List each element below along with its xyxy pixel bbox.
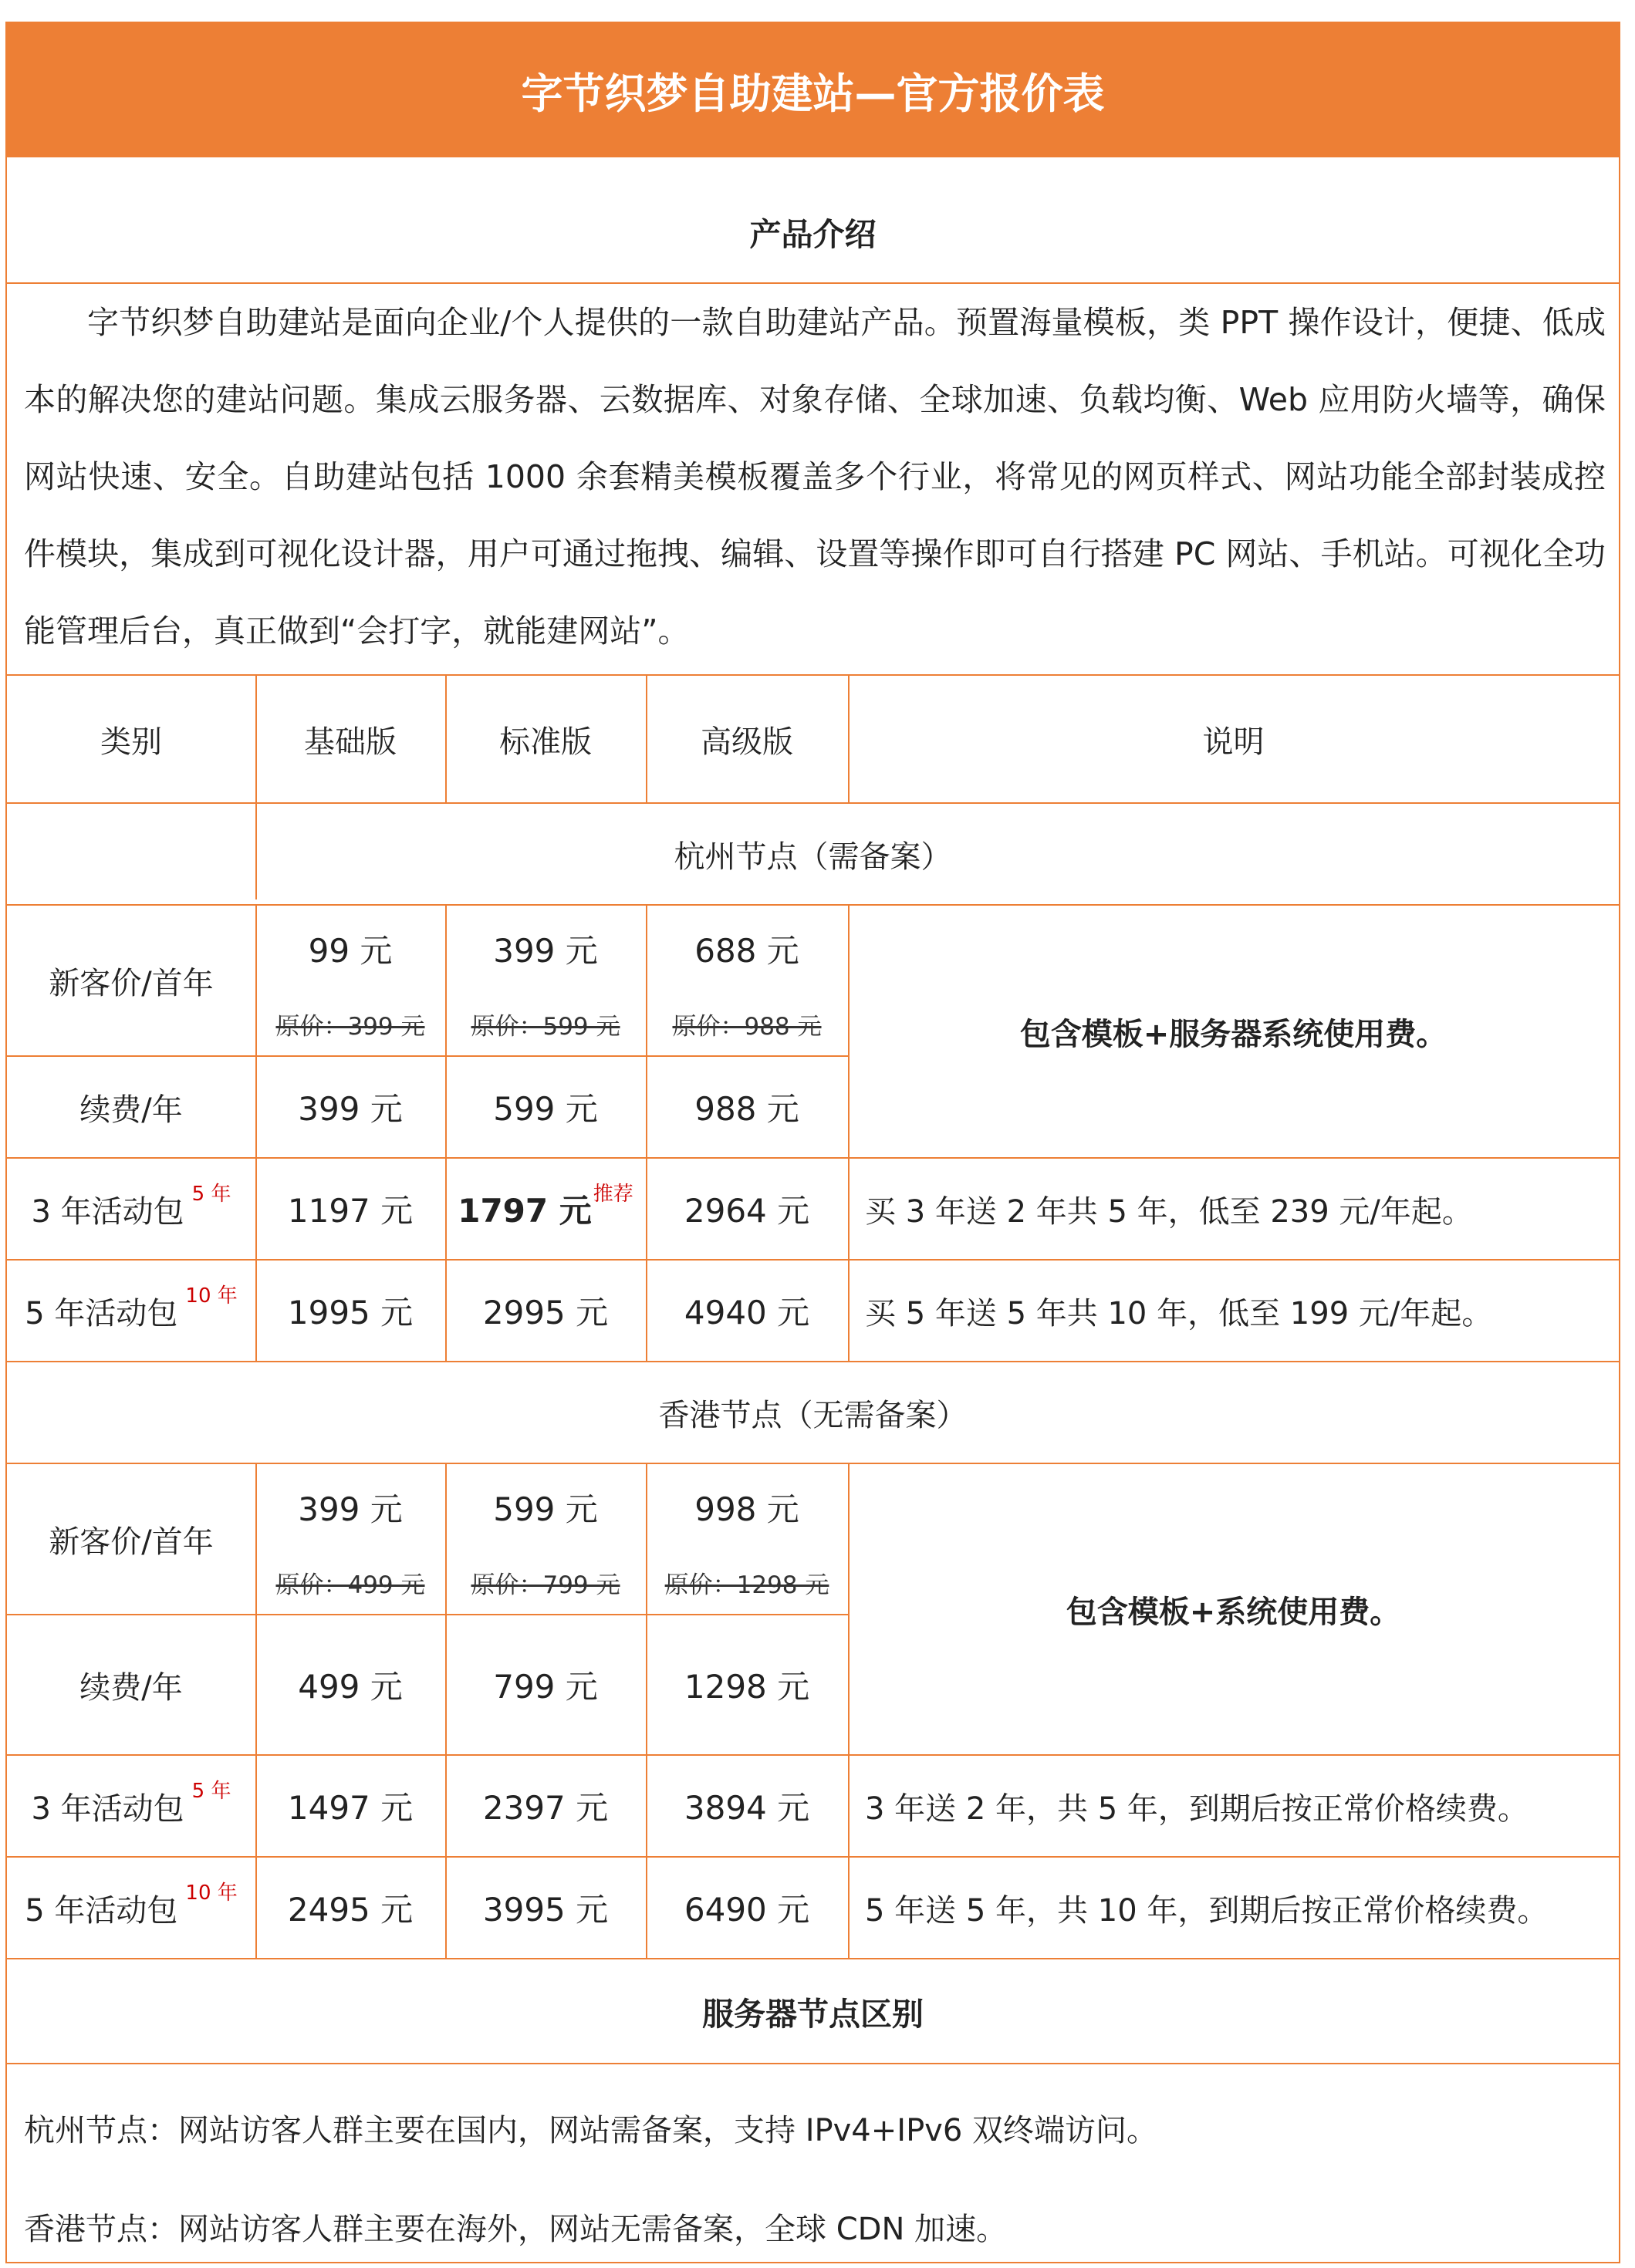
- hk-new-label: 新客价/首年: [49, 1524, 214, 1560]
- hz-pack3-sup: 5 年: [191, 1182, 231, 1206]
- intro-paragraph: 字节织梦自助建站是面向企业/个人提供的一款自助建站产品。预置海量模板，类 PPT 操作设计，便捷、低成本的解决您的建站问题。集成云服务器、云数据库、对象存储、全球加速、负载均衡、Web 应用防火墙等，确保网站快速、安全。自助建站包括 1000 余套精美模板覆盖多个行业，将常见的网页样式、网站功能全部封装成控件模块，集成到可视化设计器，用户可通过拖拽、编辑、设置等操作即可自行搭建 PC 网站、手机站。可视化全功能管理后台，真正做到“会打字，就能建网站”。: [24, 304, 1606, 650]
- hk-pack5-label-cell: [7, 1858, 255, 1958]
- hangzhou-difference-note: 杭州节点：网站访客人群主要在国内，网站需备案，支持 IPv4+IPv6 双终端访问。: [24, 2113, 1158, 2148]
- hz-pack3-label: 3 年活动包: [31, 1193, 184, 1230]
- col-header-basic: 基础版: [304, 724, 397, 760]
- hz-pack3-note: 买 3 年送 2 年共 5 年，低至 239 元/年起。: [865, 1193, 1473, 1230]
- hz-pack5-label-cell: [7, 1261, 255, 1361]
- hk-pack3-sup: 5 年: [191, 1779, 231, 1803]
- recommend-badge: 推荐: [593, 1182, 633, 1206]
- hk-pack3-advanced: 3894 元: [684, 1789, 810, 1827]
- hk-orig-advanced: 原价：1298 元: [664, 1571, 829, 1599]
- hk-renew-label: 续费/年: [79, 1669, 183, 1706]
- hz-renew-label: 续费/年: [79, 1092, 183, 1128]
- hk-pack3-label: 3 年活动包: [31, 1790, 184, 1827]
- hz-orig-basic: 原价：399 元: [275, 1012, 425, 1041]
- hk-pack3-standard: 2397 元: [482, 1789, 609, 1827]
- hz-new-basic: 99 元: [308, 932, 393, 970]
- col-header-advanced: 高级版: [701, 724, 793, 760]
- hk-pack5-label: 5 年活动包: [25, 1892, 178, 1929]
- hk-pack5-standard: 3995 元: [482, 1891, 609, 1929]
- hk-pack3-label-cell: [7, 1756, 255, 1856]
- hz-pack3-label-cell: [7, 1159, 255, 1259]
- hk-new-basic: 399 元: [298, 1490, 403, 1528]
- hk-new-note: 包含模板+系统使用费。: [1066, 1594, 1401, 1630]
- price-table: [5, 22, 1620, 2263]
- hk-orig-basic: 原价：499 元: [275, 1571, 425, 1599]
- col-header-note: 说明: [1202, 724, 1265, 760]
- hk-pack5-basic: 2495 元: [287, 1891, 414, 1929]
- hz-pack5-label: 5 年活动包: [25, 1295, 178, 1331]
- hz-pack3-standard: 1797 元: [458, 1192, 592, 1230]
- hk-orig-standard: 原价：799 元: [471, 1571, 620, 1599]
- hz-new-note: 包含模板+服务器系统使用费。: [1019, 1016, 1448, 1052]
- hz-new-standard: 399 元: [493, 932, 598, 970]
- hz-new-label: 新客价/首年: [49, 965, 214, 1001]
- hz-pack5-basic: 1995 元: [287, 1294, 414, 1331]
- hz-pack5-standard: 2995 元: [482, 1294, 609, 1331]
- hk-new-standard: 599 元: [493, 1490, 598, 1528]
- hk-pack5-note: 5 年送 5 年，共 10 年，到期后按正常价格续费。: [865, 1892, 1549, 1929]
- hangzhou-heading: 杭州节点（需备案）: [674, 839, 952, 875]
- hk-pack3-basic: 1497 元: [287, 1789, 414, 1827]
- hz-pack3-standard-cell: [445, 1159, 646, 1259]
- hongkong-difference-note: 香港节点：网站访客人群主要在海外，网站无需备案，全球 CDN 加速。: [24, 2212, 1008, 2247]
- page-title: 字节织梦自助建站—官方报价表: [7, 23, 1619, 157]
- hz-pack3-advanced: 2964 元: [684, 1192, 810, 1230]
- hz-pack3-basic: 1197 元: [287, 1192, 414, 1230]
- hz-orig-advanced: 原价：988 元: [672, 1012, 822, 1041]
- col-header-standard: 标准版: [499, 724, 592, 760]
- hz-pack5-sup: 10 年: [185, 1284, 238, 1308]
- hz-renew-advanced: 988 元: [694, 1090, 799, 1128]
- hk-new-advanced: 998 元: [694, 1490, 799, 1528]
- col-header-category: 类别: [100, 724, 162, 760]
- hz-new-advanced: 688 元: [694, 932, 799, 970]
- hz-pack5-advanced: 4940 元: [684, 1294, 810, 1331]
- hk-renew-advanced: 1298 元: [684, 1668, 810, 1706]
- hz-orig-standard: 原价：599 元: [471, 1012, 620, 1041]
- hk-renew-standard: 799 元: [493, 1668, 598, 1706]
- hk-pack3-note: 3 年送 2 年，共 5 年，到期后按正常价格续费。: [865, 1790, 1529, 1827]
- difference-heading: 服务器节点区别: [702, 1995, 924, 2033]
- hk-pack5-sup: 10 年: [185, 1881, 238, 1905]
- hongkong-heading: 香港节点（无需备案）: [658, 1397, 968, 1433]
- hz-pack5-note: 买 5 年送 5 年共 10 年，低至 199 元/年起。: [865, 1295, 1493, 1331]
- intro-heading: 产品介绍: [749, 215, 877, 253]
- hk-renew-basic: 499 元: [298, 1668, 403, 1706]
- hz-renew-standard: 599 元: [493, 1090, 598, 1128]
- hk-pack5-advanced: 6490 元: [684, 1891, 810, 1929]
- hz-renew-basic: 399 元: [298, 1090, 403, 1128]
